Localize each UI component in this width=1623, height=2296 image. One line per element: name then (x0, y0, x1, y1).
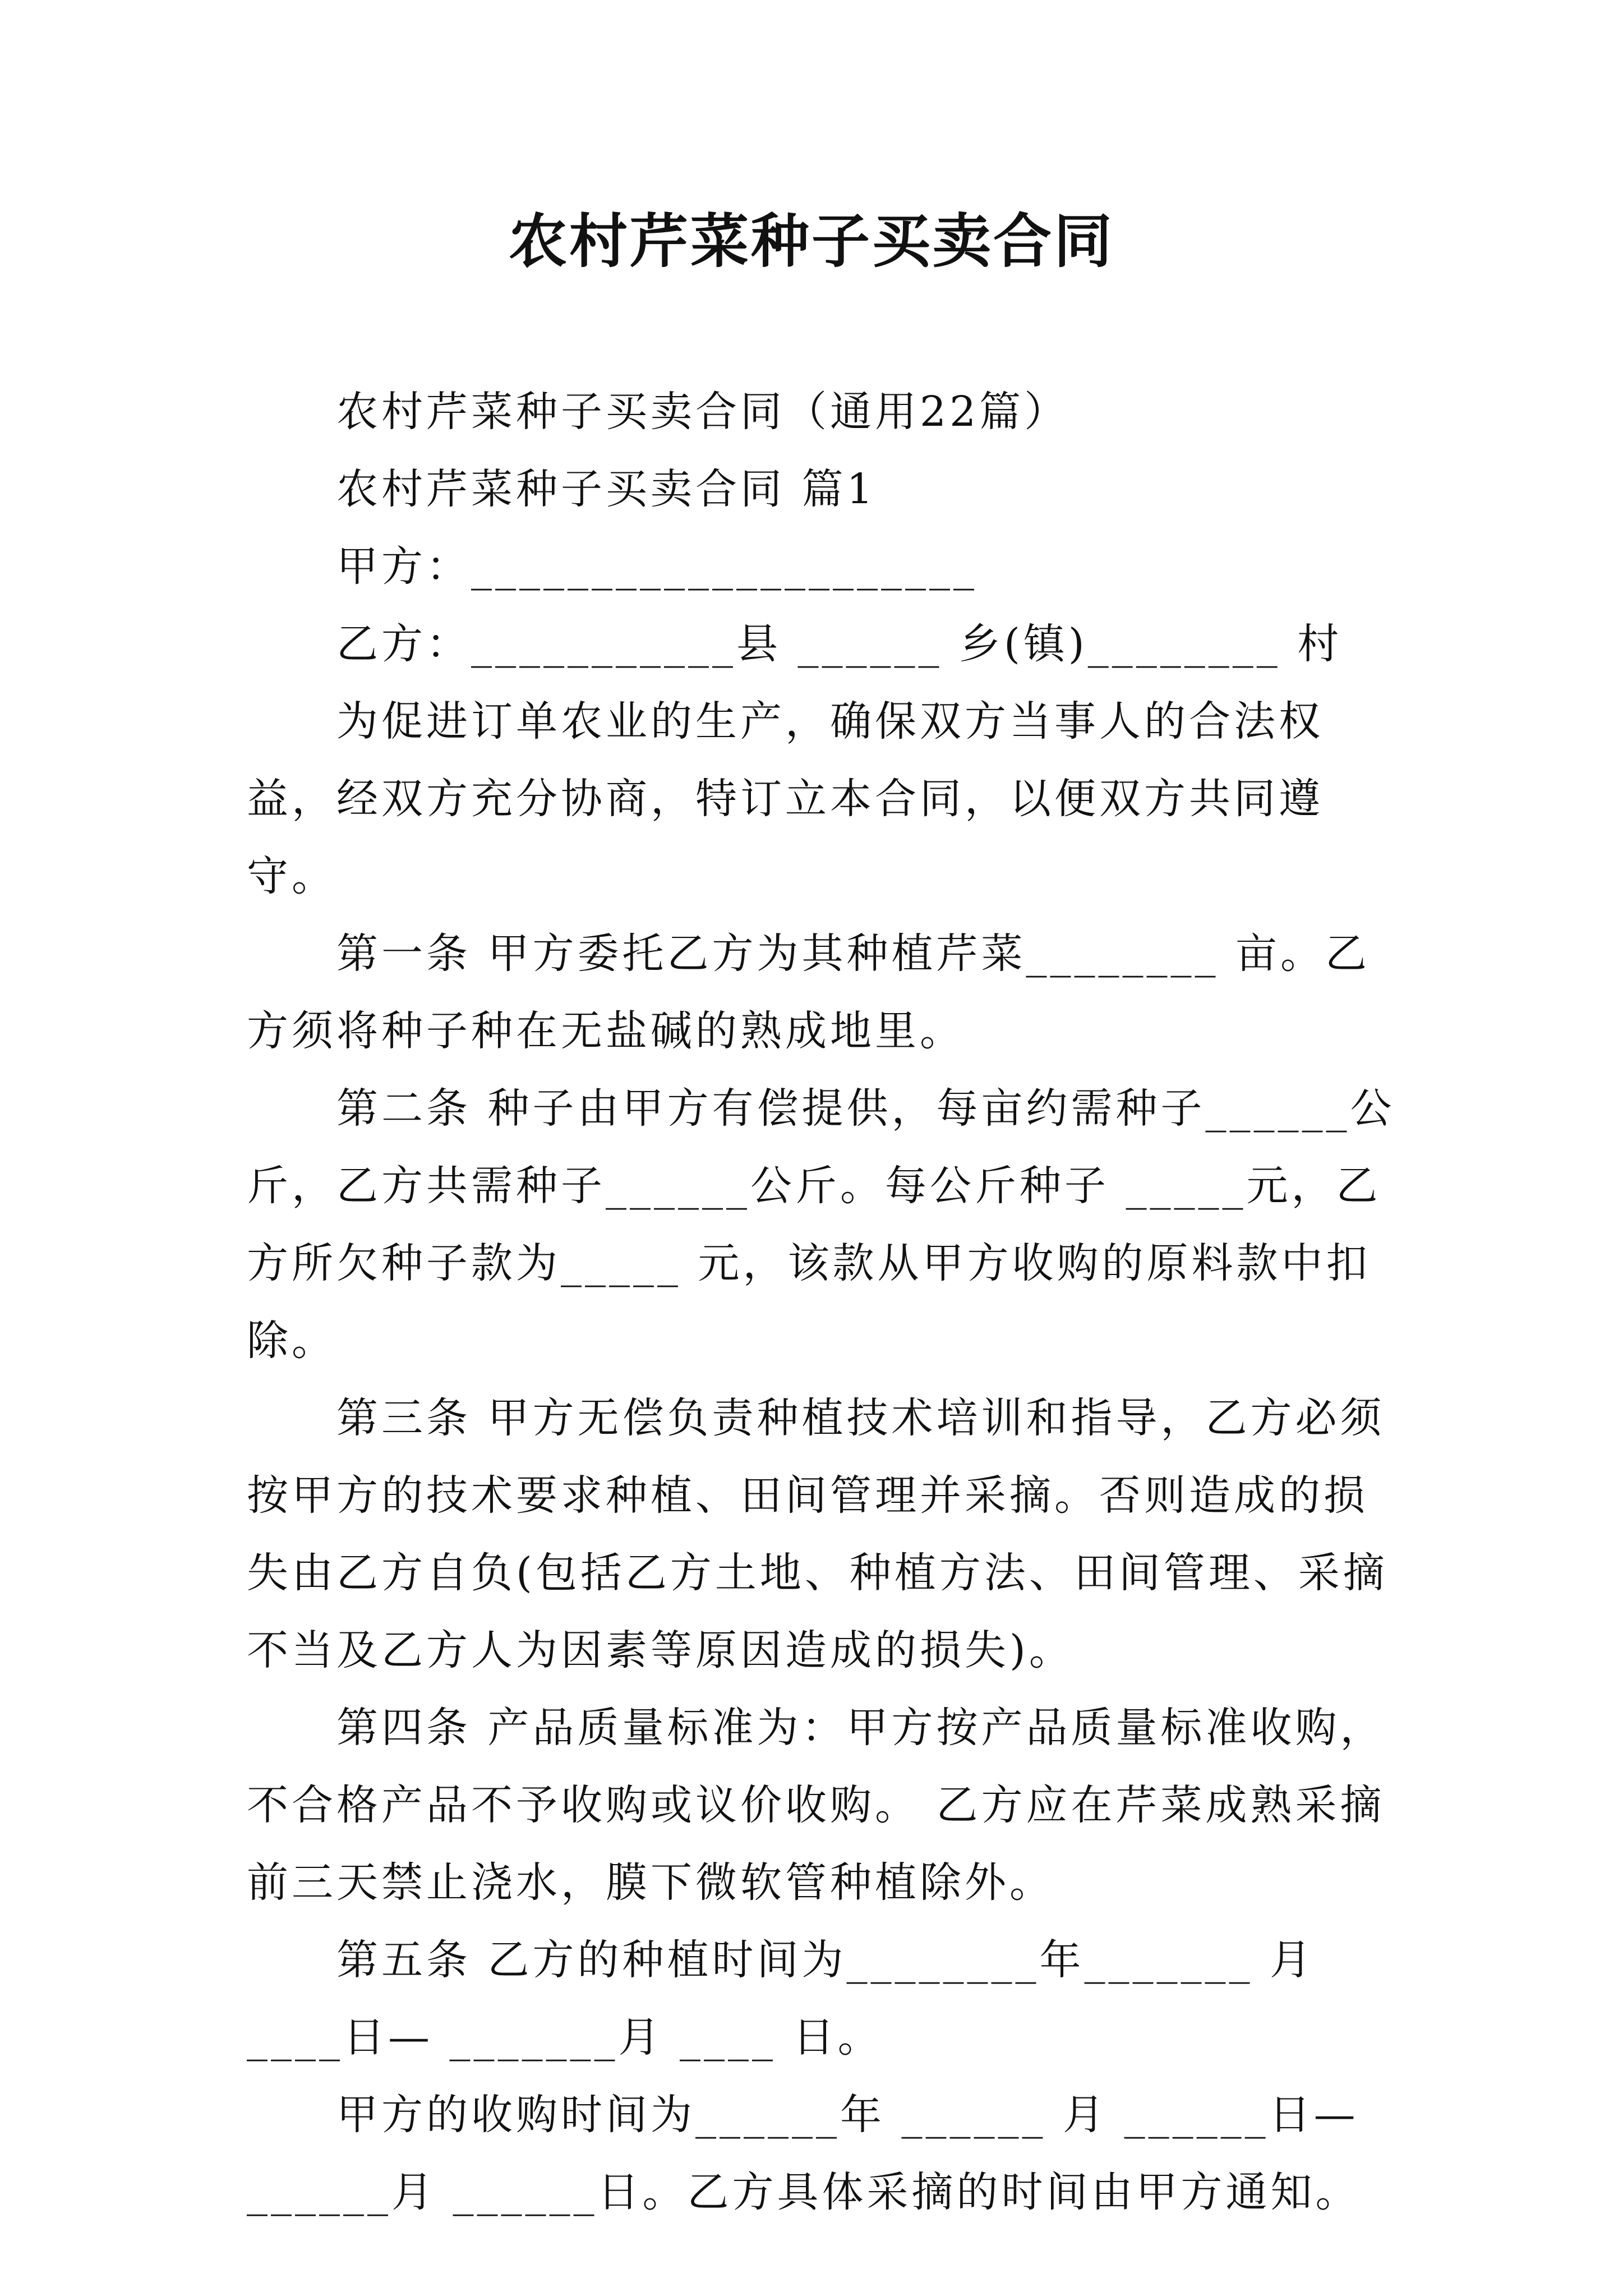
article-5: 第五条 乙方的种植时间为________年_______ 月____日— _______月 ____ 日。 (247, 1936, 1315, 2062)
subtitle-collection: 农村芹菜种子买卖合同（通用22篇） (336, 388, 1069, 436)
party-b-line: 乙方：___________县 ______ 乡(镇)________ 村 (336, 620, 1343, 668)
document-body (247, 373, 1402, 2231)
document-title: 农村芹菜种子买卖合同 (508, 206, 1114, 275)
article-2: 第二条 种子由甲方有偿提供，每亩约需种子______公斤，乙方共需种子______公斤。每公斤种子 _____元，乙方所欠种子款为_____ 元，该款从甲方收购的原料款中扣除。 (247, 1084, 1395, 1365)
preamble-paragraph: 为促进订单农业的生产，确保双方当事人的合法权益，经双方充分协商，特订立本合同，以便双方共同遵守。 (247, 697, 1324, 900)
article-1: 第一条 甲方委托乙方为其种植芹菜________ 亩。乙方须将种子种在无盐碱的熟成地里。 (247, 930, 1371, 1055)
party-a-line: 甲方：_____________________ (336, 542, 978, 591)
purchase-time-paragraph: 甲方的收购时间为______年 ______ 月 ______日—______月 ______日。乙方具体采摘的时间由甲方通知。 (247, 2091, 1361, 2216)
subtitle-part-1: 农村芹菜种子买卖合同 篇1 (336, 465, 877, 513)
article-4: 第四条 产品质量标准为：甲方按产品质量标准收购，不合格产品不予收购或议价收购。 乙方应在芹菜成熟采摘前三天禁止浇水，膜下微软管种植除外。 (247, 1704, 1385, 1907)
article-3: 第三条 甲方无偿负责种植技术培训和指导，乙方必须按甲方的技术要求种植、田间管理并采摘。否则造成的损失由乙方自负(包括乙方土地、种植方法、田间管理、采摘不当及乙方人为因素等原因造成的损失)。 (247, 1394, 1388, 1674)
